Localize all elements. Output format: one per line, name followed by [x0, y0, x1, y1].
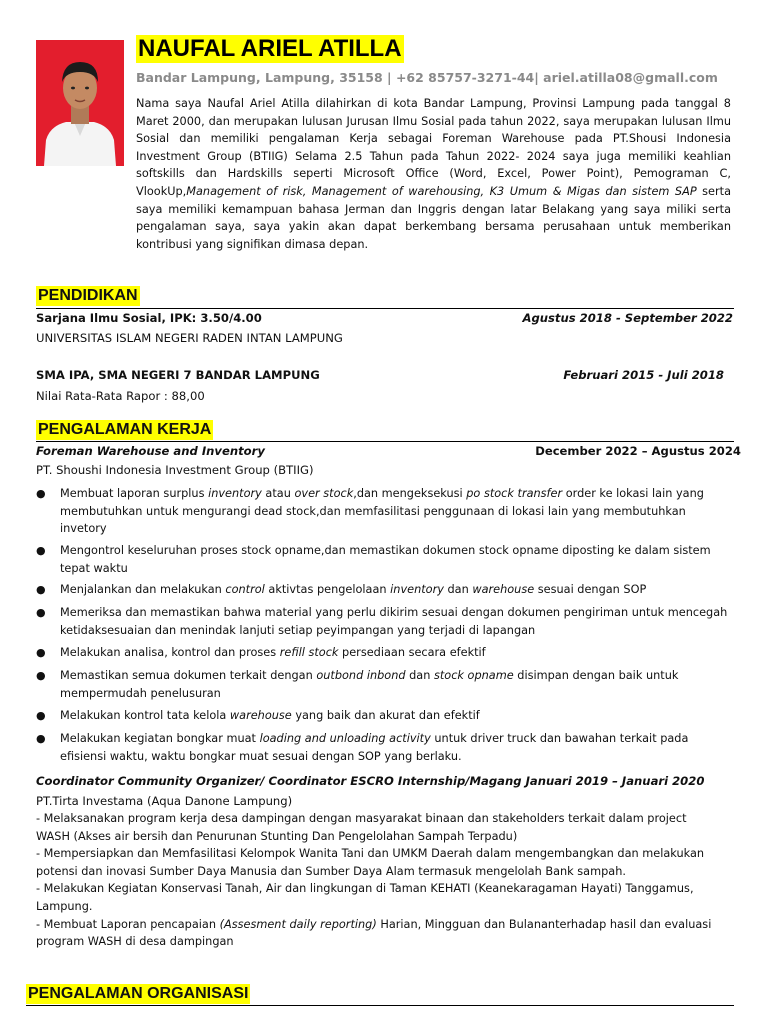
list-item-text	[60, 485, 728, 538]
bullet-icon: ●	[36, 544, 46, 557]
summary-text: Management of risk, Management of warehousing, K3 Umum & Migas dan sistem SAP	[186, 184, 697, 198]
list-item-run: Melakukan kontrol tata kelola	[60, 709, 230, 722]
list-item-text	[60, 707, 728, 725]
education-dates: Agustus 2018 - September 2022	[522, 311, 733, 325]
education-degree: Sarjana Ilmu Sosial, IPK: 3.50/4.00	[36, 311, 262, 325]
list-item-run: persediaan secara efektif	[338, 646, 486, 659]
list-item-run: aktivtas pengelolaan	[264, 583, 391, 596]
list-item-run: Mengontrol keseluruhan proses stock opname,dan memastikan dokumen stock opname diposting ke dalam sistem tepat waktu	[60, 544, 711, 575]
list-item-run: sesuai dengan SOP	[534, 583, 647, 596]
job-description-run: - Membuat Laporan pencapaian	[36, 917, 220, 931]
education-grade: Nilai Rata-Rata Rapor : 88,00	[36, 389, 205, 403]
job-description	[36, 810, 716, 951]
job-title: Coordinator Community Organizer/ Coordinator ESCRO Internship/Magang Januari 2019 – Januari 2020	[36, 774, 705, 788]
list-item-run: order ke lokasi lain yang membutuhkan untuk mengurangi dead stock,dan memfasilitasi penggunaan di lokasi lain yang membutuhkan invetory	[60, 487, 704, 536]
education-degree: SMA IPA, SMA NEGERI 7 BANDAR LAMPUNG	[36, 368, 320, 382]
job-description-run: - Melaksanakan program kerja desa dampingan dengan masyarakat binaan dan stakeholders terkait dalam project WASH (Akses air bersih dan Penurunan Stunting Dan Pengelolahan Sampah Terpadu)	[36, 812, 687, 843]
list-item-run: dan	[443, 583, 473, 596]
bullet-icon: ●	[36, 732, 46, 745]
bullet-icon: ●	[36, 606, 46, 619]
job-description-run: Harian, Mingguan dan Bulananterhadap hasil dan evaluasi program WASH di desa dampingan	[36, 917, 712, 949]
list-item-run: refill stock	[279, 646, 339, 659]
list-item-run: atau	[261, 487, 295, 500]
list-item-run: Melakukan analisa, kontrol dan proses	[60, 646, 280, 659]
list-item-run: dan	[405, 669, 434, 682]
list-item-run: control	[225, 583, 265, 596]
list-item-text	[60, 730, 728, 765]
job-description-run: (Assesment daily reporting)	[219, 917, 377, 931]
list-item-run: Melakukan kegiatan bongkar muat	[60, 732, 260, 745]
list-item-text	[60, 604, 728, 639]
person-photo-icon	[36, 40, 124, 166]
section-divider	[36, 308, 734, 309]
list-item-run: disimpan dengan baik untuk mempermudah penelusuran	[60, 669, 679, 700]
list-item-run: ,dan mengeksekusi	[353, 487, 467, 500]
list-item-run: Menjalankan dan melakukan	[60, 583, 226, 596]
job-company: PT.Tirta Investama (Aqua Danone Lampung)	[36, 794, 293, 808]
job-description-run: - Mempersiapkan dan Memfasilitasi Kelompok Wanita Tani dan UMKM Daerah dalam mengembangkan dan melakukan potensi dan inovasi Sumber Daya Manusia dan Sumber Daya Alam termasuk mengelolah Bank sampah.	[36, 847, 705, 878]
list-item-text	[60, 581, 728, 599]
summary-text: serta saya memiliki kemampuan bahasa Jerman dan Inggris dengan latar Belakang yang saya miliki serta pengalaman saya, saya yakin akan dapat berkembang bersama perusahaan untuk memberikan kontribusi yang signifikan dimasa depan.	[136, 184, 731, 251]
job-description-run: - Melakukan Kegiatan Konservasi Tanah, Air dan lingkungan di Taman KEHATI (Keanekaragaman Hayati) Tanggamus, Lampung.	[36, 882, 694, 913]
profile-photo	[36, 40, 124, 166]
job-description-line	[36, 916, 716, 951]
bullet-icon: ●	[36, 646, 46, 659]
list-item-run: loading and unloading activity	[259, 732, 431, 745]
bullet-icon: ●	[36, 709, 46, 722]
list-item-run: Membuat laporan surplus	[60, 487, 209, 500]
list-item-run: po stock transfer	[466, 487, 563, 500]
job-description-line	[36, 810, 716, 845]
bullet-icon: ●	[36, 487, 46, 500]
job-title: Foreman Warehouse and Inventory	[36, 444, 265, 458]
list-item-run: untuk driver truck dan bawahan terkait pada efisiensi waktu, waktu bongkar muat sesuai dengan SOP yang berlaku.	[60, 732, 689, 763]
section-divider	[26, 1005, 734, 1006]
summary-text: Nama saya Naufal Ariel Atilla dilahirkan di kota Bandar Lampung, Provinsi Lampung pada tanggal 8 Maret 2000, dan merupakan lulusan Jurusan Ilmu Sosial pada tahun 2022, saya merupakan lulusan Ilmu Sosial dan memiliki pengalaman Kerja sebagai Foreman Warehouse pada PT.Shousi Indonesia Investment Group (BTIIG) Selama 2.5 Tahun pada Tahun 2022- 2024 saya juga memiliki keahlian softskills dan Hardskills seperti Microsoft Office (Word, Excel, Power Point), Pemograman C, VlookUp,	[136, 97, 731, 198]
job-description-line	[36, 880, 716, 915]
list-item-run: outbond inbond	[316, 669, 406, 682]
list-item-run: warehouse	[472, 583, 535, 596]
list-item-run: Memastikan semua dokumen terkait dengan	[60, 669, 317, 682]
list-item-run: inventory	[208, 487, 262, 500]
list-item-run: Memeriksa dan memastikan bahwa material yang perlu dikirim sesuai dengan dokumen pengiriman untuk mencegah ketidaksesuaian dan menindak lanjuti setiap peyimpangan yang terjadi di lapangan	[60, 606, 728, 637]
profile-summary	[136, 95, 731, 253]
section-divider	[36, 441, 734, 442]
list-item-run: warehouse	[229, 709, 292, 722]
job-company: PT. Shoushi Indonesia Investment Group (BTIIG)	[36, 463, 314, 477]
section-heading-experience: PENGALAMAN KERJA	[38, 421, 212, 438]
list-item-run: yang baik dan akurat dan efektif	[291, 709, 480, 722]
education-dates: Februari 2015 - Juli 2018	[563, 368, 724, 382]
candidate-name: NAUFAL ARIEL ATILLA	[138, 35, 402, 62]
list-item-text	[60, 542, 728, 577]
section-heading-organization: PENGALAMAN ORGANISASI	[28, 985, 249, 1002]
list-item-run: stock opname	[433, 669, 514, 682]
section-heading-education: PENDIDIKAN	[38, 287, 138, 304]
education-school: UNIVERSITAS ISLAM NEGERI RADEN INTAN LAMPUNG	[36, 331, 343, 345]
job-description-line	[36, 845, 716, 880]
list-item-text	[60, 644, 728, 662]
contact-info: Bandar Lampung, Lampung, 35158 | +62 85757-3271-44| ariel.atilla08@gmall.com	[136, 70, 718, 85]
job-dates: December 2022 – Agustus 2024	[535, 444, 741, 458]
bullet-icon: ●	[36, 583, 46, 596]
list-item-run: over stock	[294, 487, 354, 500]
list-item-text	[60, 667, 728, 702]
bullet-icon: ●	[36, 669, 46, 682]
list-item-run: inventory	[390, 583, 444, 596]
